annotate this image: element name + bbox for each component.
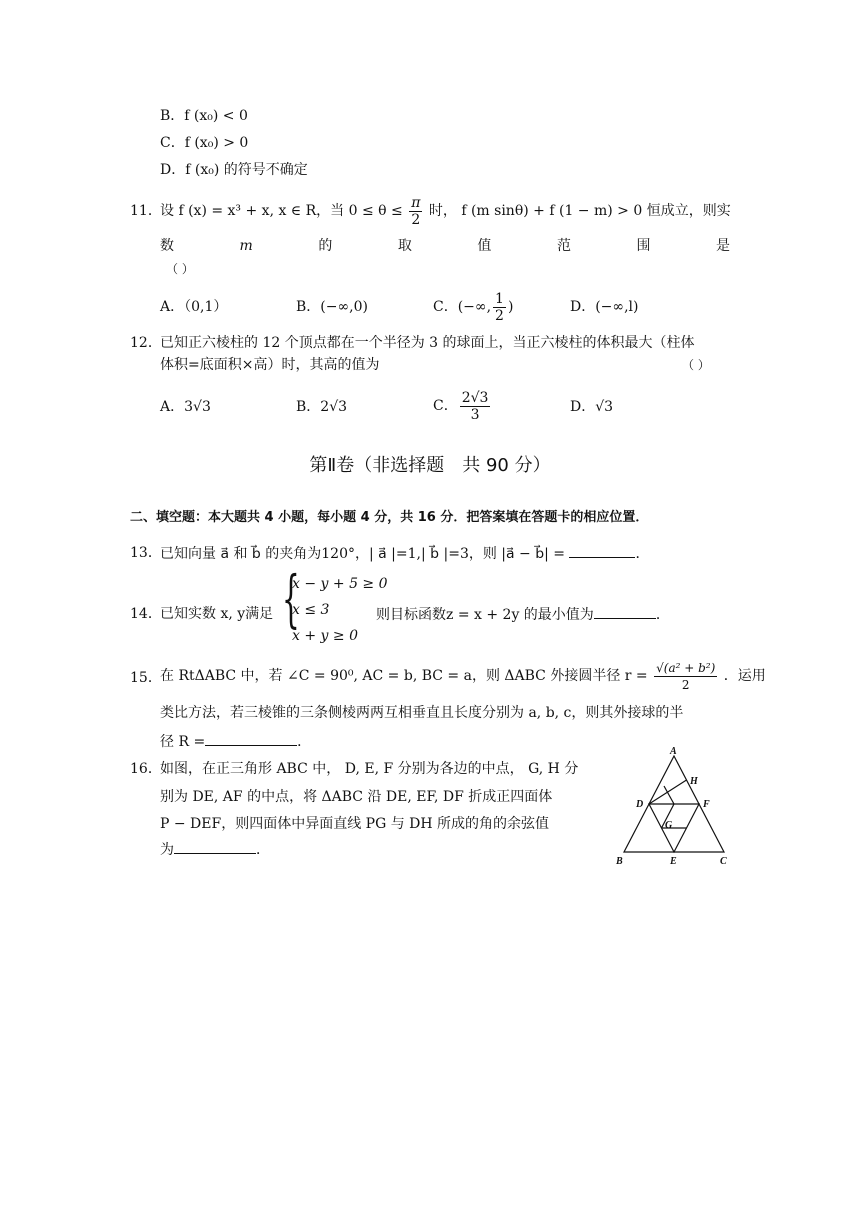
- q11-option-b: B．(−∞,0): [296, 299, 368, 315]
- q16-answer-blank[interactable]: [174, 839, 256, 854]
- q12-option-d: D．√3: [570, 399, 614, 415]
- q14-number: 14．: [130, 606, 162, 622]
- label-d: D: [636, 799, 644, 810]
- option-c: C．f (x₀) > 0: [160, 135, 249, 151]
- q16-line3: P − DEF，则四面体中异面直线 PG 与 DH 所成的角的余弦值: [160, 816, 550, 832]
- q12-option-a: A．3√3: [160, 399, 211, 415]
- q16-line4: 为 ．: [160, 839, 270, 860]
- part2-title: 第Ⅱ卷（非选择题 共 90 分）: [309, 455, 551, 476]
- label-f: F: [703, 799, 710, 810]
- q11-line2: 数 m 的 取 值 范 围 是: [160, 238, 730, 254]
- label-a: A: [670, 746, 677, 757]
- q16-line2: 别为 DE, AF 的中点，将 ΔABC 沿 DE, EF, DF 折成正四面体: [160, 789, 553, 805]
- q11-fraction: $\frac{\pi}{2}$: [411, 194, 421, 228]
- q15-line2: 类比方法，若三棱锥的三条侧棱两两互相垂直且长度分别为 a, b, c，则其外接球的半: [160, 705, 684, 721]
- label-h: H: [690, 776, 698, 787]
- q11-line1: 设 f (x) = x³ + x, x ∈ R，当 0 ≤ θ ≤ $\frac{\pi}{2}$ 时， f (m sinθ) + f (1 − m) > 0 恒成立，则实: [160, 194, 731, 228]
- q12-option-c: C． $\frac{2√3}{3}$: [433, 389, 489, 423]
- q11-option-a: A．（0,1）: [160, 299, 228, 315]
- q16-line1: 如图，在正三角形 ABC 中， D, E, F 分别为各边的中点， G, H 分: [160, 761, 579, 777]
- q12-option-b: B．2√3: [296, 399, 348, 415]
- q15-answer-blank[interactable]: [205, 731, 297, 746]
- q15-line1: 在 RtΔABC 中，若 ∠C = 90⁰, AC = b, BC = a，则 ΔABC 外接圆半径 r = $\frac{\text{√(a² + b²)}}{2}$ ．运用: [160, 660, 766, 692]
- q13-number: 13．: [130, 545, 162, 561]
- q14-pre: 已知实数 x, y满足: [160, 606, 274, 622]
- option-d: D．f (x₀) 的符号不确定: [160, 162, 308, 178]
- q14-constraint-2: x ≤ 3: [292, 602, 330, 618]
- q11-option-c: C．(−∞, $\frac{1}{2}$ ): [433, 290, 514, 324]
- q16-triangle-figure: [608, 744, 740, 868]
- q12-line2: 体积=底面积×高）时，其高的值为: [160, 357, 380, 373]
- q11-paren: （ ）: [166, 262, 194, 276]
- q15-line3: 径 R = ．: [160, 731, 311, 752]
- label-g: G: [665, 820, 673, 831]
- q14-answer-blank[interactable]: [594, 604, 656, 619]
- q14-constraint-3: x + y ≥ 0: [292, 628, 358, 644]
- option-b: B．f (x₀) < 0: [160, 108, 248, 124]
- q15-number: 15．: [130, 670, 162, 686]
- q13-text: 已知向量 a⃗ 和 b⃗ 的夹角为120°，| a⃗ |=1,| b⃗ |=3，则 |a⃗ − b⃗| = ．: [160, 543, 649, 564]
- q12-paren: （ ）: [682, 358, 710, 372]
- q14-post: 则目标函数z = x + 2y 的最小值为 ．: [376, 604, 670, 625]
- q11-number: 11．: [130, 203, 162, 219]
- q14-brace: {: [282, 562, 300, 635]
- q11-option-d: D．(−∞,l): [570, 299, 639, 315]
- q12-number: 12．: [130, 335, 162, 351]
- label-c: C: [720, 856, 727, 867]
- q13-answer-blank[interactable]: [569, 543, 635, 558]
- label-b: B: [616, 856, 623, 867]
- q16-number: 16．: [130, 761, 162, 777]
- label-e: E: [670, 856, 677, 867]
- q12-line1: 已知正六棱柱的 12 个顶点都在一个半径为 3 的球面上，当正六棱柱的体积最大（柱体: [160, 335, 695, 351]
- q14-constraint-1: x − y + 5 ≥ 0: [292, 576, 388, 592]
- section2-header: 二、填空题：本大题共 4 小题，每小题 4 分，共 16 分．把答案填在答题卡的相应位置．: [130, 510, 649, 525]
